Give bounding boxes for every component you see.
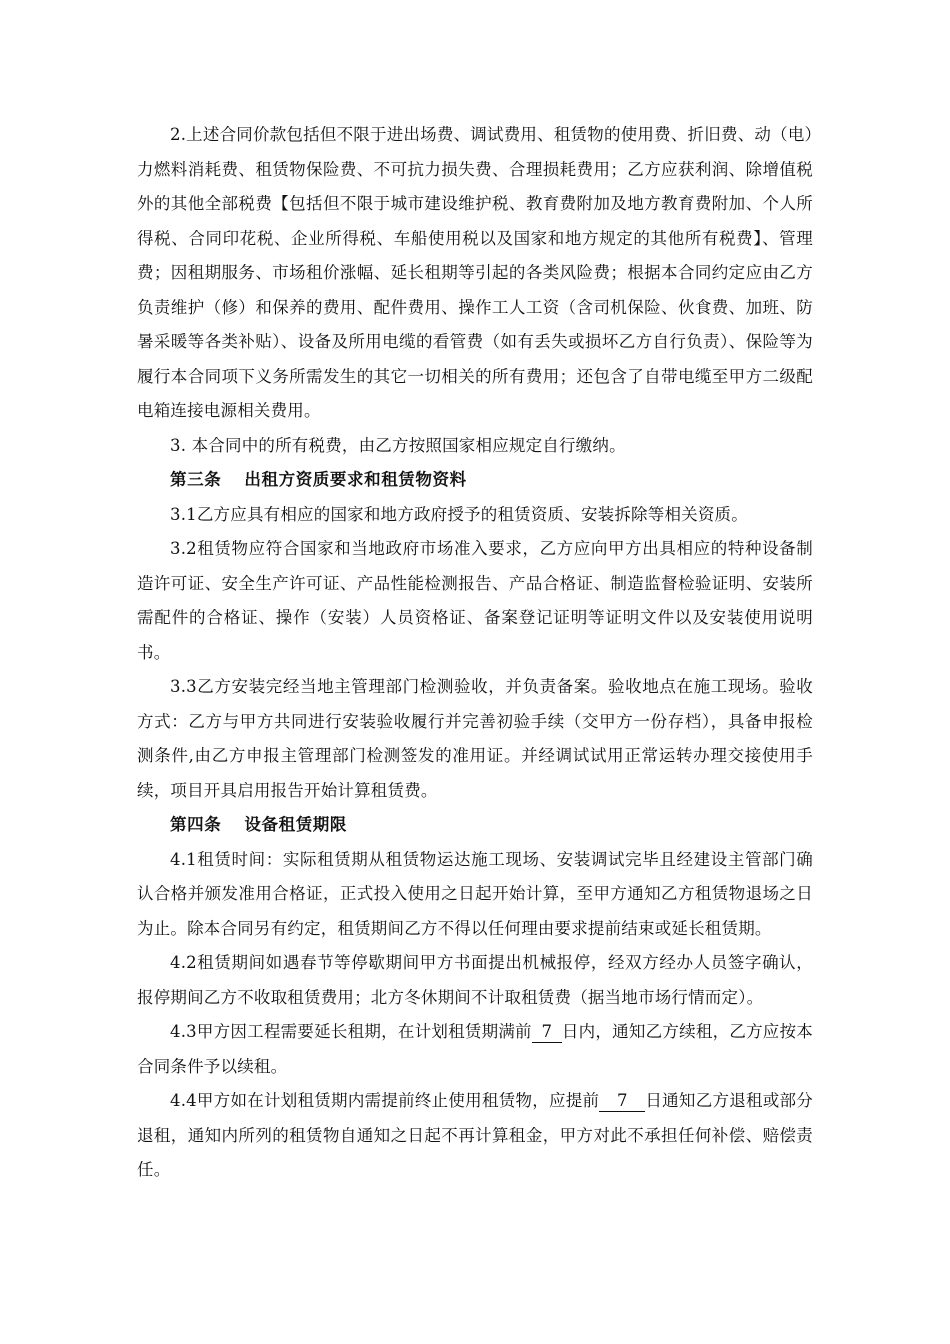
section-3-1: 3.1乙方应具有相应的国家和地方政府授予的租赁资质、安装拆除等相关资质。	[170, 504, 748, 524]
section-4-2: 4.2租赁期间如遇春节等停歇期间甲方书面提出机械报停，经双方经办人员签字确认，报停期间乙方不收取租赁费用；北方冬休期间不计取租赁费（据当地市场行情而定）。	[137, 953, 813, 1007]
section-3-3: 3.3乙方安装完经当地主管理部门检测验收，并负责备案。验收地点在施工现场。验收方式：乙方与甲方共同进行安装验收履行并完善初验手续（交甲方一份存档），具备申报检测条件,由乙方申报主管理部门检测签发的准用证。并经调试试用正常运转办理交接使用手续，项目开具启用报告开始计算租赁费。	[137, 677, 813, 800]
section-4-1: 4.1租赁时间：实际租赁期从租赁物运达施工现场、安装调试完毕且经建设主管部门确认合格并颁发准用合格证，正式投入使用之日起开始计算，至甲方通知乙方租赁物退场之日为止。除本合同另有约定，租赁期间乙方不得以任何理由要求提前结束或延长租赁期。	[137, 849, 813, 938]
clause-3-taxes: 3. 本合同中的所有税费，由乙方按照国家相应规定自行缴纳。	[170, 435, 626, 455]
article-4-heading	[137, 808, 813, 843]
article-4-title: 设备租赁期限	[244, 815, 348, 834]
section-4-3	[137, 1015, 813, 1084]
section-4-4	[137, 1084, 813, 1188]
extension-notice-days-field: 7	[532, 1022, 562, 1043]
article-3-heading	[137, 463, 813, 498]
article-3-number: 第三条	[170, 470, 222, 489]
contract-body	[137, 118, 813, 1188]
section-4-4-text-a: 4.4甲方如在计划租赁期内需提前终止使用租赁物，应提前	[170, 1091, 600, 1110]
section-4-3-text-a: 4.3甲方因工程需要延长租期，在计划租赁期满前	[170, 1022, 532, 1041]
clause-2-price-scope: 2.上述合同价款包括但不限于进出场费、调试费用、租赁物的使用费、折旧费、动（电）力燃料消耗费、租赁物保险费、不可抗力损失费、合理损耗费用；乙方应获利润、除增值税外的其他全部税费【包括但不限于城市建设维护税、教育费附加及地方教育费附加、个人所得税、合同印花税、企业所得税、车船使用税以及国家和地方规定的其他所有税费】、管理费；因租期服务、市场租价涨幅、延长租期等引起的各类风险费；根据本合同约定应由乙方负责维护（修）和保养的费用、配件费用、操作工人工资（含司机保险、伙食费、加班、防暑采暖等各类补贴）、设备及所用电缆的看管费（如有丢失或损坏乙方自行负责）、保险等为履行本合同项下义务所需发生的其它一切相关的所有费用；还包含了自带电缆至甲方二级配电箱连接电源相关费用。	[137, 125, 813, 420]
article-4-number: 第四条	[170, 815, 222, 834]
article-3-title: 出租方资质要求和租赁物资料	[244, 470, 467, 489]
termination-notice-days-field: 7	[599, 1091, 645, 1112]
section-3-2: 3.2租赁物应符合国家和当地政府市场准入要求，乙方应向甲方出具相应的特种设备制造许可证、安全生产许可证、产品性能检测报告、产品合格证、制造监督检验证明、安装所需配件的合格证、操作（安装）人员资格证、备案登记证明等证明文件以及安装使用说明书。	[137, 539, 813, 662]
section-4-4-text-b: 日通知乙方退租或部分退租，通知内所列的租赁物自通知之日起不再计算租金，甲方对此不承担任何补偿、赔偿责任。	[137, 1091, 814, 1179]
section-4-3-text-b: 日内，通知乙方续租，乙方应按本合同条件予以续租。	[137, 1022, 814, 1076]
